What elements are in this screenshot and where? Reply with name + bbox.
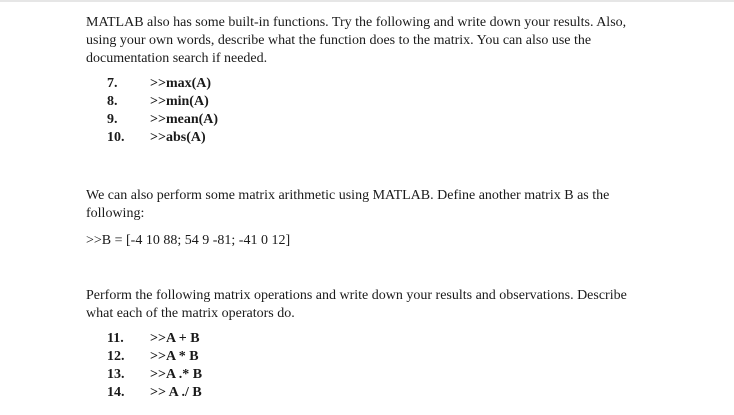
item-number: 10. — [107, 130, 125, 145]
item-number: 14. — [107, 385, 125, 400]
matrix-b-definition: >>B = [-4 10 88; 54 9 -81; -41 0 12] — [86, 233, 291, 248]
list-item — [86, 384, 656, 402]
item-number: 8. — [107, 94, 118, 109]
matrix-operations-paragraph: Perform the following matrix operations and write down your results and observations. Describe what each of the matrix operators do. — [86, 288, 627, 321]
item-command: >>A .* B — [150, 367, 203, 382]
item-number: 13. — [107, 367, 125, 382]
item-command: >> A ./ B — [150, 385, 202, 400]
item-command: >>A + B — [150, 331, 200, 346]
top-divider — [0, 0, 734, 2]
item-number: 11. — [107, 331, 124, 346]
list-item — [86, 93, 656, 111]
matrix-operations-section — [86, 287, 656, 402]
matrix-arithmetic-section — [86, 187, 656, 250]
item-command: >>mean(A) — [150, 112, 219, 127]
list-item — [86, 129, 656, 147]
matrix-arithmetic-paragraph: We can also perform some matrix arithmetic using MATLAB. Define another matrix B as the following: — [86, 188, 610, 221]
builtin-functions-paragraph: MATLAB also has some built-in functions. Try the following and write down your results. Also, using your own words, describe what the function does to the matrix. You can also use the documentation search if needed. — [86, 15, 627, 66]
list-item — [86, 366, 656, 384]
item-command: >>min(A) — [150, 94, 209, 109]
list-item — [86, 348, 656, 366]
matrix-operations-list — [86, 330, 656, 402]
list-item — [86, 75, 656, 93]
item-command: >>A * B — [150, 349, 199, 364]
item-command: >>max(A) — [150, 76, 212, 91]
item-number: 7. — [107, 76, 118, 91]
item-number: 9. — [107, 112, 118, 127]
list-item — [86, 111, 656, 129]
item-command: >>abs(A) — [150, 130, 206, 145]
builtin-functions-section — [86, 14, 656, 147]
item-number: 12. — [107, 349, 125, 364]
list-item — [86, 330, 656, 348]
builtin-functions-list — [86, 75, 656, 147]
